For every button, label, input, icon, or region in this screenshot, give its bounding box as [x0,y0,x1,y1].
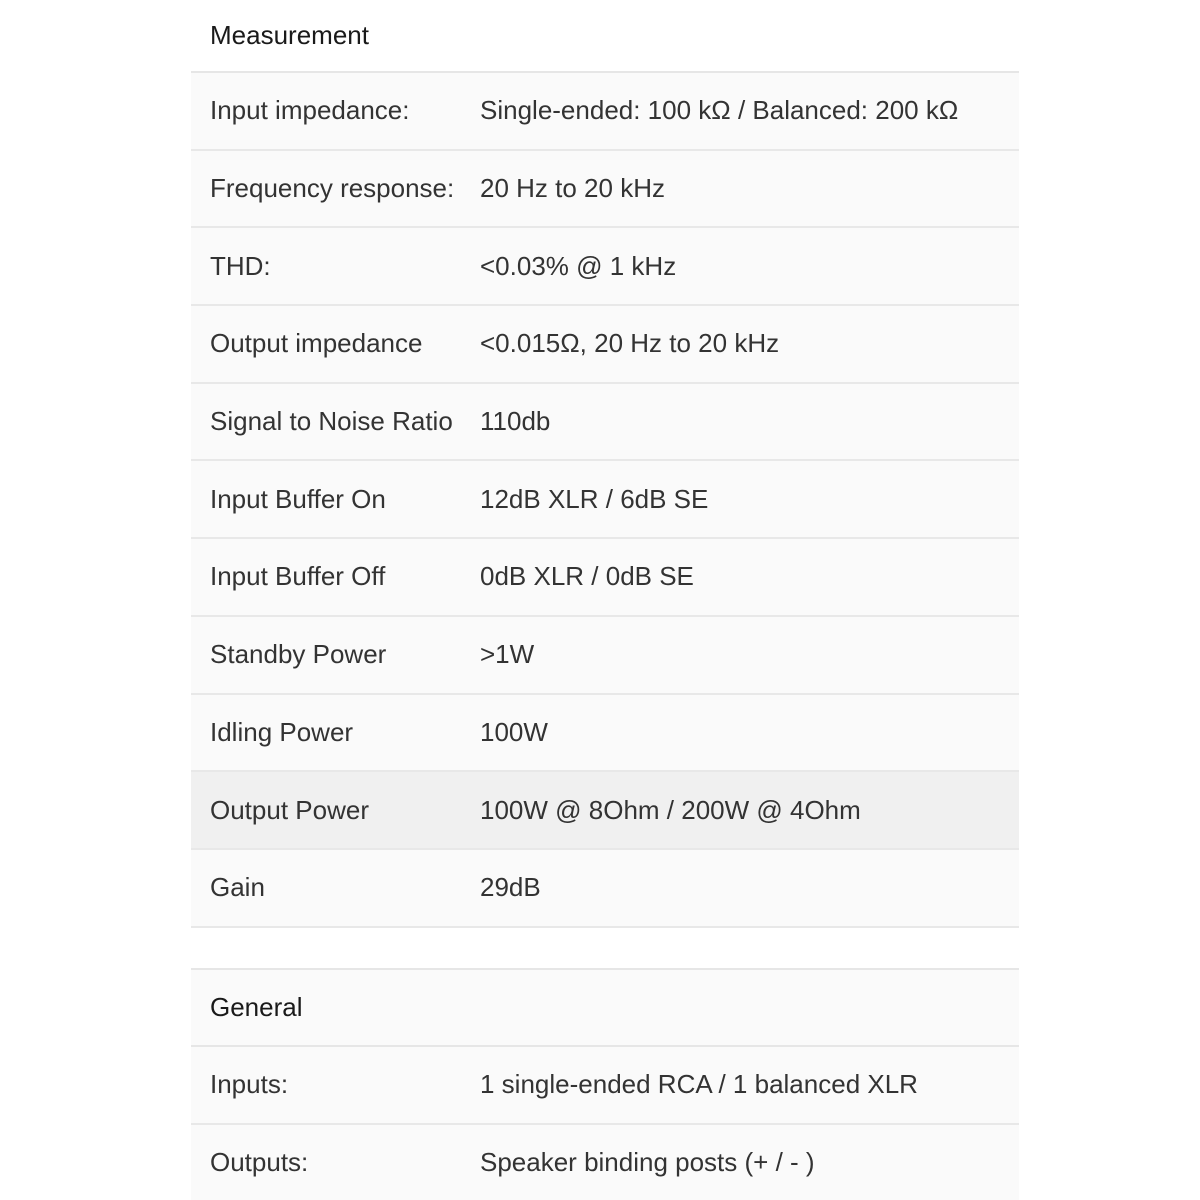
spec-label: Frequency response: [210,173,455,204]
spec-row-input-buffer-off [191,539,1019,617]
spec-value: 110db [480,406,551,437]
spec-row-standby-power [191,617,1019,695]
spec-label: Input impedance: [210,95,410,126]
spec-label: Input Buffer On [210,483,386,514]
spec-label: THD: [210,250,271,281]
spec-value: 1 single-ended RCA / 1 balanced XLR [480,1069,918,1100]
spec-value: Speaker binding posts (+ / - ) [480,1147,815,1178]
spec-label: Idling Power [210,716,354,747]
spec-row-input-buffer-on [191,461,1019,539]
spec-value: 12dB XLR / 6dB SE [480,483,709,514]
spec-label: Output impedance [210,328,423,359]
general-table [191,968,1019,1200]
spec-row-inputs [191,1047,1019,1125]
spec-label: Standby Power [210,639,387,670]
spec-label: Output Power [210,794,369,825]
spec-row-gain [191,850,1019,928]
spec-value: 20 Hz to 20 kHz [480,173,665,204]
spec-label: Input Buffer Off [210,561,386,592]
spec-value: Single-ended: 100 kΩ / Balanced: 200 kΩ [480,95,959,126]
spec-label: Outputs: [210,1147,309,1178]
spec-row-thd [191,228,1019,306]
general-section-title: General [191,968,1019,1047]
section-spacer [191,928,1019,968]
spec-value: 29dB [480,872,541,903]
spec-row-output-impedance [191,306,1019,384]
spec-value: 100W @ 8Ohm / 200W @ 4Ohm [480,794,861,825]
measurement-section-title: Measurement [191,0,1019,73]
spec-label: Inputs: [210,1069,289,1100]
spec-label: Signal to Noise Ratio [210,406,453,437]
spec-row-outputs [191,1125,1019,1200]
measurement-table [191,0,1019,928]
spec-row-signal-to-noise [191,384,1019,462]
spec-value: 100W [480,716,548,747]
spec-value: <0.03% @ 1 kHz [480,250,677,281]
spec-row-idling-power [191,695,1019,773]
spec-row-frequency-response [191,151,1019,229]
spec-label: Gain [210,872,265,903]
spec-value: 0dB XLR / 0dB SE [480,561,694,592]
spec-row-output-power [191,772,1019,850]
spec-value: <0.015Ω, 20 Hz to 20 kHz [480,328,780,359]
spec-value: >1W [480,639,535,670]
spec-row-input-impedance [191,73,1019,151]
